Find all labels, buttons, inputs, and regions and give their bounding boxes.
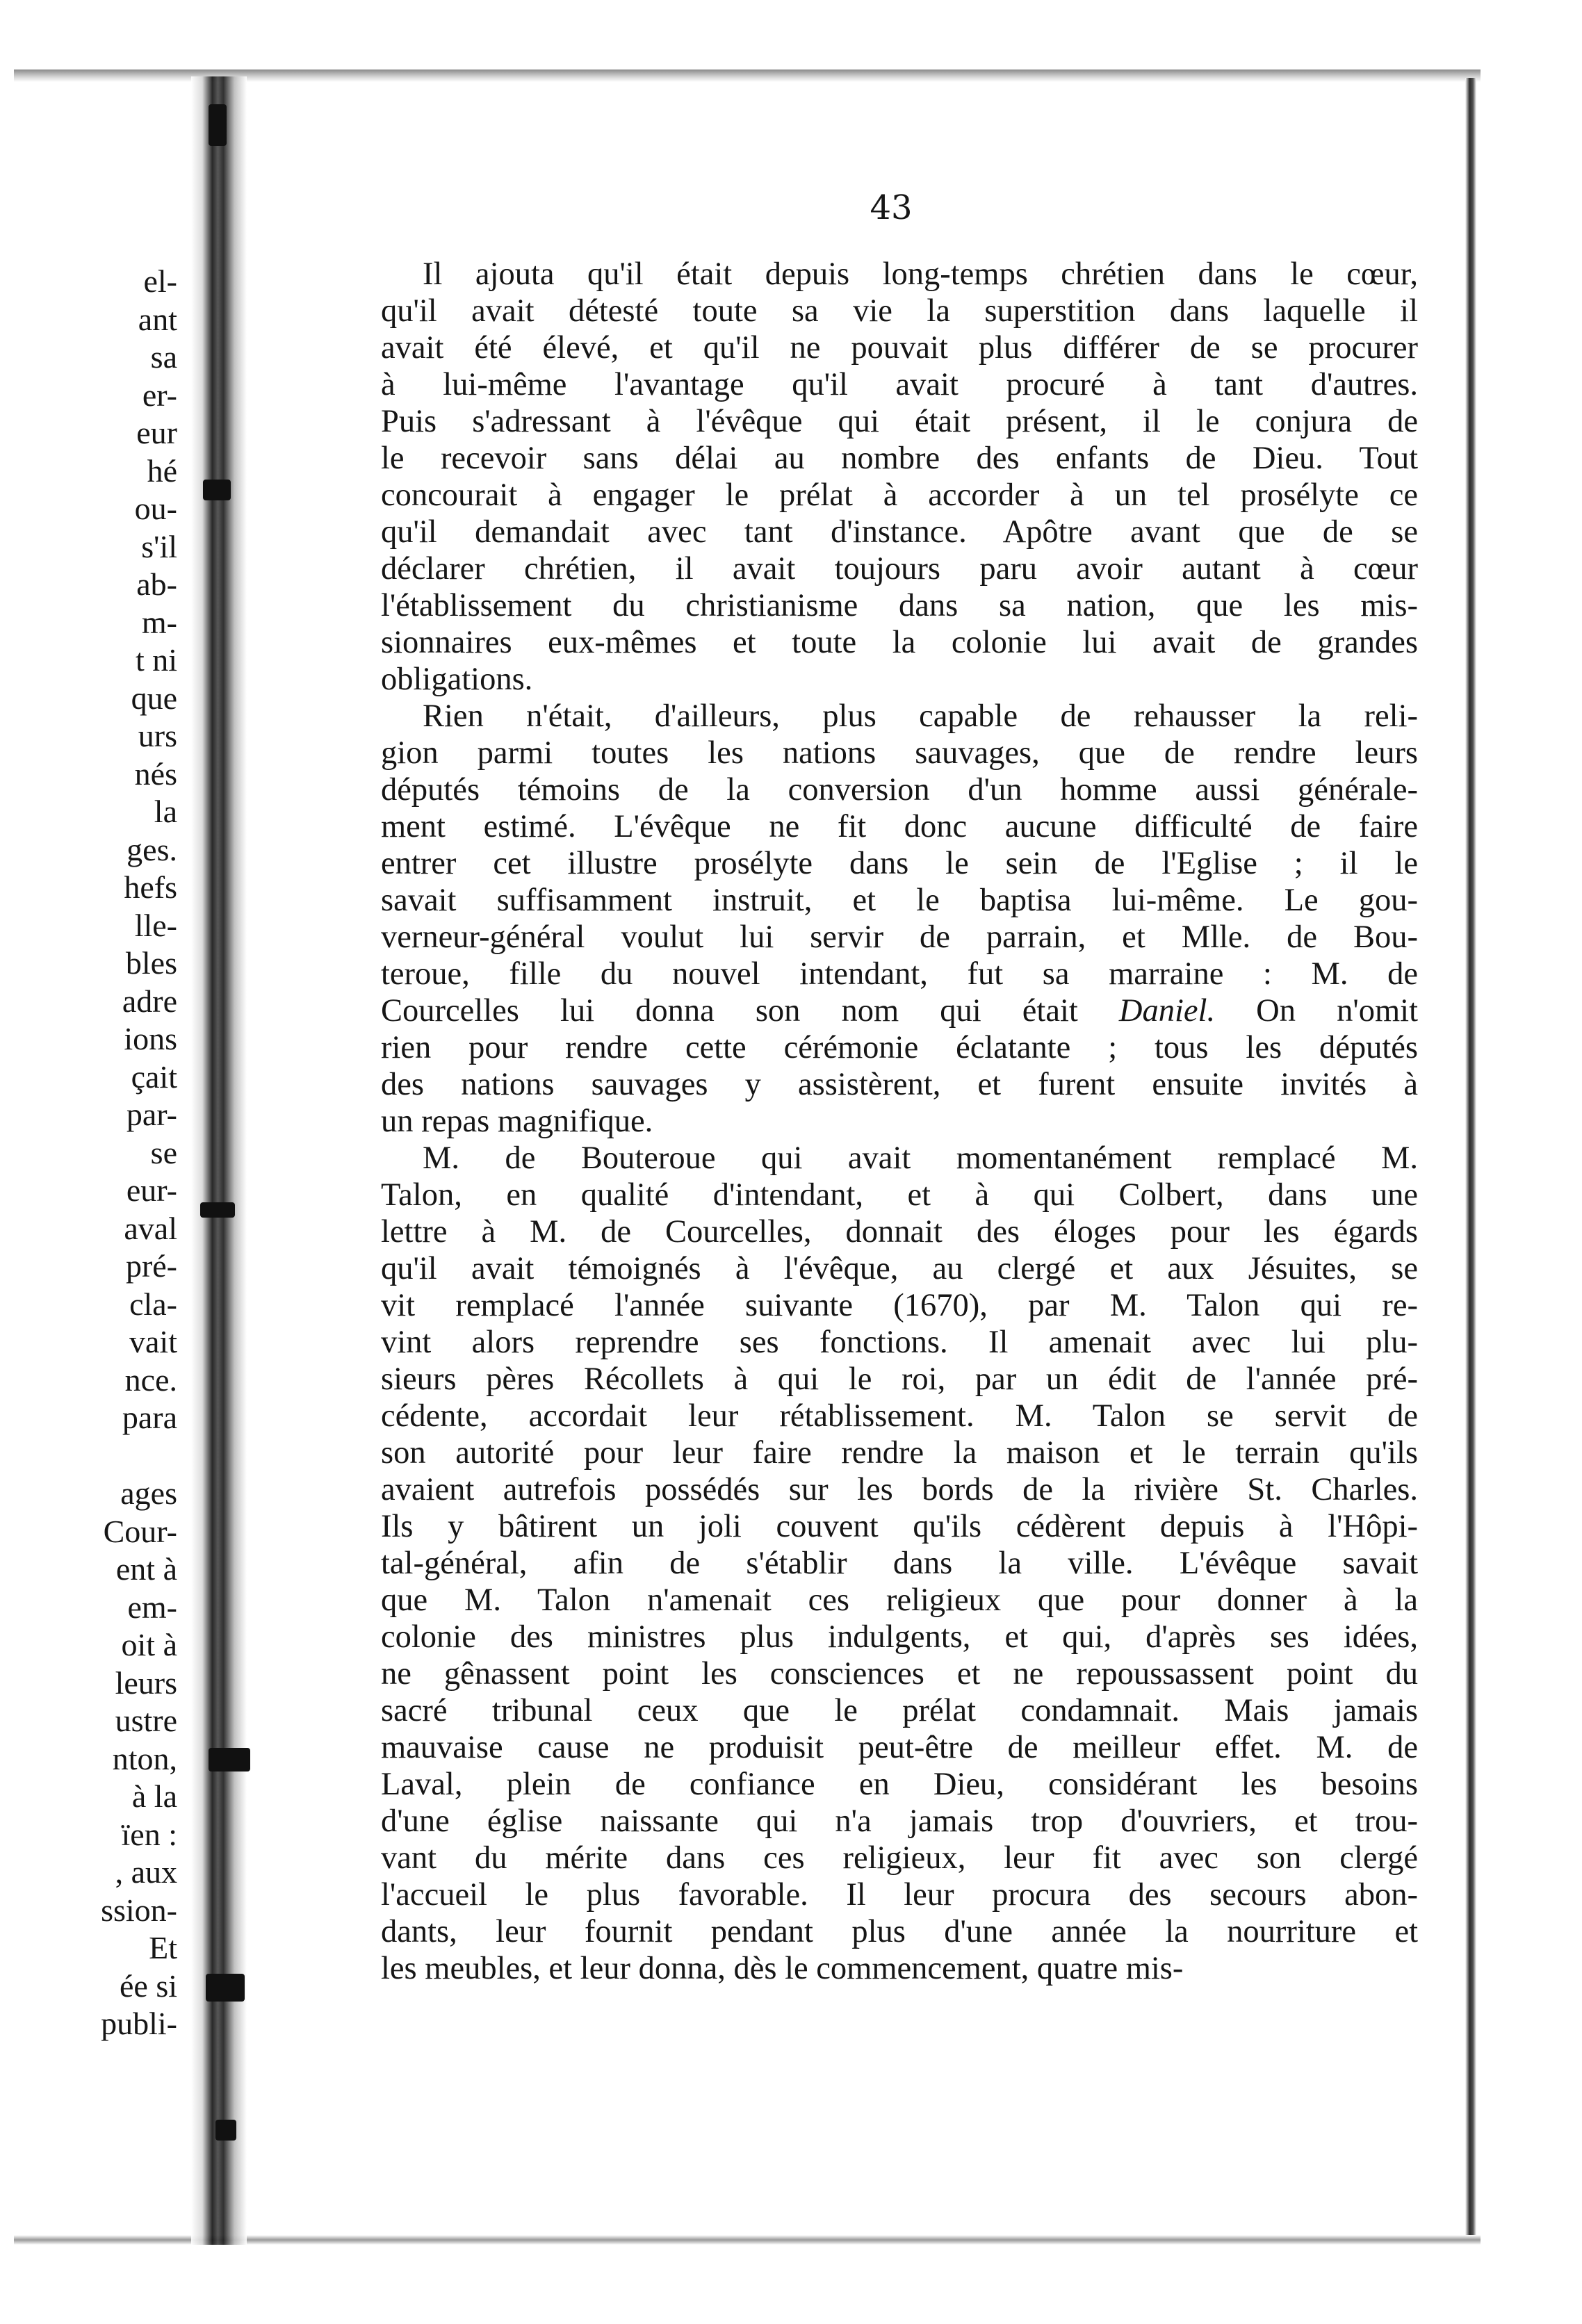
text-line: Il ajouta qu'il était depuis long-temps chrétien dans le cœur, (423, 256, 1418, 292)
facing-page-fragment (0, 0, 209, 2324)
facing-page-line: ant (138, 301, 177, 337)
text-line: concourait à engager le prélat à accorder à un tel prosélyte ce (381, 477, 1418, 513)
facing-page-line: hefs (124, 869, 177, 905)
text-line (381, 992, 1418, 1029)
binding-mark (206, 1974, 245, 2002)
text-line: qu'il avait détesté toute sa vie la superstition dans laquelle il (381, 293, 1418, 329)
text-line: vit remplacé l'année suivante (1670), par M. Talon qui re- (381, 1288, 1418, 1323)
facing-page-line: ou- (134, 491, 177, 526)
binding-mark (209, 1748, 250, 1771)
facing-page-line: ent à (115, 1551, 177, 1587)
text-line: le recevoir sans délai au nombre des enfants de Dieu. Tout (381, 441, 1418, 476)
page-right-edge (1465, 78, 1476, 2239)
facing-page-line: nés (134, 755, 177, 792)
facing-page-line: publi- (101, 2006, 177, 2041)
facing-page-line: la (154, 794, 177, 829)
text-line: entrer cet illustre prosélyte dans le sein de l'Eglise ; il le (381, 846, 1418, 881)
facing-page-line: que (131, 680, 177, 716)
text-line: son autorité pour leur faire rendre la maison et le terrain qu'ils (381, 1435, 1418, 1471)
facing-page-line: ée si (119, 1967, 177, 2004)
text-line: cédente, accordait leur rétablissement. M. Talon se servit de (381, 1398, 1418, 1434)
facing-page-line: cla- (129, 1286, 177, 1322)
text-line: d'une église naissante qui n'a jamais trop d'ouvriers, et trou- (381, 1803, 1418, 1839)
book-gutter (191, 76, 247, 2245)
facing-page-line: para (122, 1400, 177, 1435)
facing-page-line: er- (142, 377, 177, 413)
facing-page-line: eur (136, 415, 177, 450)
italic-name: Daniel. (1118, 993, 1216, 1029)
text-segment: On n'omit (1215, 993, 1418, 1029)
text-line: vant du mérite dans ces religieux, leur fit avec son clergé (381, 1840, 1418, 1876)
binding-mark (215, 2120, 236, 2141)
text-line: députés témoins de la conversion d'un homme aussi générale- (381, 772, 1418, 808)
text-line: avait été élevé, et qu'il ne pouvait plus différer de se procurer (381, 330, 1418, 366)
facing-page-line: pré- (125, 1248, 177, 1284)
text-line: à lui-même l'avantage qu'il avait procuré à tant d'autres. (381, 367, 1418, 402)
facing-page-line: ages (120, 1475, 177, 1511)
text-line: colonie des ministres plus indulgents, et qui, d'après ses idées, (381, 1619, 1418, 1655)
facing-page-line: em- (127, 1589, 177, 1625)
facing-page-line: à la (131, 1778, 177, 1814)
facing-page-line: t ni (135, 642, 177, 678)
text-line: l'accueil le plus favorable. Il leur procura des secours abon- (381, 1877, 1418, 1913)
facing-page-line: Cour- (103, 1513, 177, 1549)
text-line: obligations. (381, 662, 533, 697)
facing-page-line: çait (131, 1058, 177, 1095)
facing-page-line: ges. (127, 831, 177, 867)
facing-page-line: nce. (124, 1361, 177, 1398)
text-line: des nations sauvages y assistèrent, et furent ensuite invités à (381, 1067, 1418, 1102)
facing-page-line: par- (126, 1097, 177, 1132)
text-line: verneur-général voulut lui servir de parrain, et Mlle. de Bou- (381, 919, 1418, 955)
text-line: déclarer chrétien, il avait toujours paru avoir autant à cœur (381, 551, 1418, 587)
facing-page-line: leurs (115, 1664, 177, 1701)
text-line: qu'il avait témoignés à l'évêque, au clergé et aux Jésuites, se (381, 1251, 1418, 1286)
facing-page-line: aval (124, 1210, 177, 1246)
binding-mark (200, 1202, 235, 1218)
text-line: l'établissement du christianisme dans sa nation, que les mis- (381, 588, 1418, 623)
text-line: mauvaise cause ne produisit peut-être de meilleur effet. M. de (381, 1730, 1418, 1765)
facing-page-line: lle- (134, 907, 177, 943)
facing-page-line: ions (124, 1021, 177, 1056)
text-line: Talon, en qualité d'intendant, et à qui Colbert, dans une (381, 1177, 1418, 1213)
text-line: Rien n'était, d'ailleurs, plus capable de rehausser la reli- (423, 698, 1418, 734)
text-line: M. de Bouteroue qui avait momentanément remplacé M. (423, 1140, 1418, 1176)
body-text (381, 256, 1418, 1987)
text-line: un repas magnifique. (381, 1104, 653, 1139)
facing-page-line: ustre (115, 1703, 177, 1738)
facing-page-line: ab- (136, 566, 177, 602)
facing-page-line: Et (149, 1930, 177, 1965)
text-line: les meubles, et leur donna, dès le commencement, quatre mis- (381, 1951, 1184, 1986)
facing-page-line: oit à (121, 1627, 177, 1662)
facing-page-line: adre (122, 983, 177, 1019)
text-line: Puis s'adressant à l'évêque qui était présent, il le conjura de (381, 404, 1418, 439)
facing-page-line: sa (150, 339, 177, 375)
text-line: teroue, fille du nouvel intendant, fut sa marraine : M. de (381, 956, 1418, 992)
facing-page-line: vait (129, 1324, 177, 1359)
facing-page-line: bles (125, 945, 177, 981)
page-number: 43 (870, 188, 913, 227)
text-line: vint alors reprendre ses fonctions. Il amenait avec lui plu- (381, 1325, 1418, 1360)
text-line: sieurs pères Récollets à qui le roi, par un édit de l'année pré- (381, 1361, 1418, 1397)
text-line: Ils y bâtirent un joli couvent qu'ils cédèrent depuis à l'Hôpi- (381, 1509, 1418, 1544)
facing-page-line: , aux (115, 1854, 177, 1890)
text-segment: Courcelles lui donna son nom qui était (381, 993, 1119, 1029)
text-line: sacré tribunal ceux que le prélat condamnait. Mais jamais (381, 1693, 1418, 1728)
text-line: savait suffisamment instruit, et le baptisa lui-même. Le gou- (381, 883, 1418, 918)
text-line: sionnaires eux-mêmes et toute la colonie lui avait de grandes (381, 625, 1418, 660)
facing-page-line: ïen : (121, 1816, 177, 1852)
text-line: avaient autrefois possédés sur les bords de la rivière St. Charles. (381, 1472, 1418, 1507)
text-line: tal-général, afin de s'établir dans la ville. L'évêque savait (381, 1546, 1418, 1581)
text-line: lettre à M. de Courcelles, donnait des éloges pour les égards (381, 1214, 1418, 1250)
facing-page-line: eur- (126, 1172, 177, 1208)
text-line: que M. Talon n'amenait ces religieux que pour donner à la (381, 1582, 1418, 1618)
text-line: gion parmi toutes les nations sauvages, que de rendre leurs (381, 735, 1418, 771)
facing-page-line: se (150, 1134, 177, 1170)
facing-page-line: el- (143, 263, 177, 299)
facing-page-line: nton, (112, 1740, 177, 1776)
text-line: ment estimé. L'évêque ne fit donc aucune difficulté de faire (381, 809, 1418, 844)
facing-page-line: s'il (141, 528, 177, 564)
text-line: qu'il demandait avec tant d'instance. Apôtre avant que de se (381, 514, 1418, 550)
facing-page-line: urs (138, 718, 177, 753)
facing-page-line: hé (147, 452, 177, 489)
binding-mark (203, 480, 231, 500)
facing-page-line: m- (141, 604, 177, 640)
text-line: ne gênassent point les consciences et ne repoussassent point du (381, 1656, 1418, 1692)
binding-mark (209, 104, 227, 146)
text-line: dants, leur fournit pendant plus d'une année la nourriture et (381, 1914, 1418, 1949)
text-line: Laval, plein de confiance en Dieu, considérant les besoins (381, 1767, 1418, 1802)
text-line: rien pour rendre cette cérémonie éclatante ; tous les députés (381, 1030, 1418, 1065)
facing-page-line: ssion- (101, 1892, 177, 1928)
